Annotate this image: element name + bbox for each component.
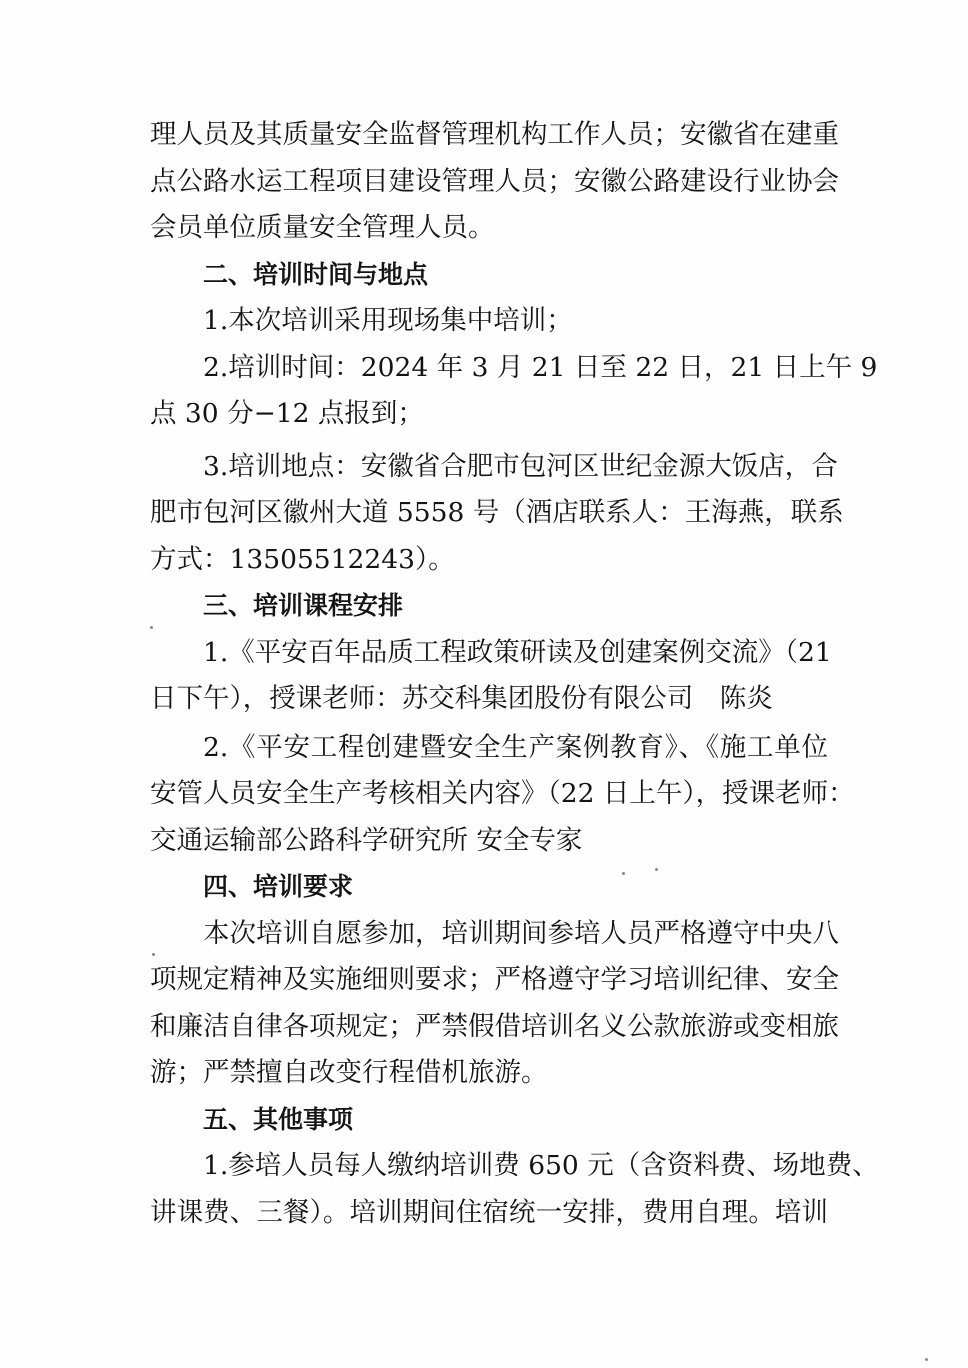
body-line: 1.《平安百年品质工程政策研读及创建案例交流》（21 [203,636,832,668]
section-heading: 四、培训要求 [203,872,354,901]
body-line: 会员单位质量安全管理人员。 [150,212,495,243]
body-line: 方式：13505512243）。 [150,543,455,575]
body-line: 游；严禁擅自改变行程借机旅游。 [150,1057,548,1088]
body-line: 1.参培人员每人缴纳培训费 650 元（含资料费、场地费、 [203,1150,879,1181]
body-line: 理人员及其质量安全监督管理机构工作人员；安徽省在建重 [150,119,839,150]
body-line: 安管人员安全生产考核相关内容》（22 日上午），授课老师： [150,778,855,809]
body-line: 点 30 分−12 点报到； [150,398,424,429]
section-heading: 五、其他事项 [203,1104,354,1134]
body-line: 1.本次培训采用现场集中培训； [203,305,573,336]
scan-speck [925,1358,928,1361]
body-line: 项规定精神及实施细则要求；严格遵守学习培训纪律、安全 [150,964,839,995]
body-line: 本次培训自愿参加，培训期间参培人员严格遵守中央八 [203,917,839,949]
body-line: 交通运输部公路科学研究所 安全专家 [150,824,583,856]
body-line: 日下午），授课老师：苏交科集团股份有限公司 陈炎 [150,683,773,714]
body-line: 肥市包河区徽州大道 5558 号（酒店联系人：王海燕，联系 [150,497,844,528]
document-body [150,112,879,1236]
body-line: 点公路水运工程项目建设管理人员；安徽公路建设行业协会 [150,165,839,197]
body-line: 3.培训地点：安徽省合肥市包河区世纪金源大饭店，合 [203,450,838,482]
body-line: 讲课费、三餐）。培训期间住宿统一安排，费用自理。培训 [150,1196,828,1228]
body-line: 和廉洁自律各项规定；严禁假借培训名义公款旅游或变相旅 [150,1010,839,1042]
body-line: 2.培训时间：2024 年 3 月 21 日至 22 日，21 日上午 9 [203,351,878,383]
section-heading: 三、培训课程安排 [203,591,404,620]
section-heading: 二、培训时间与地点 [203,259,429,289]
body-line: 2.《平安工程创建暨安全生产案例教育》、《施工单位 [203,731,828,763]
